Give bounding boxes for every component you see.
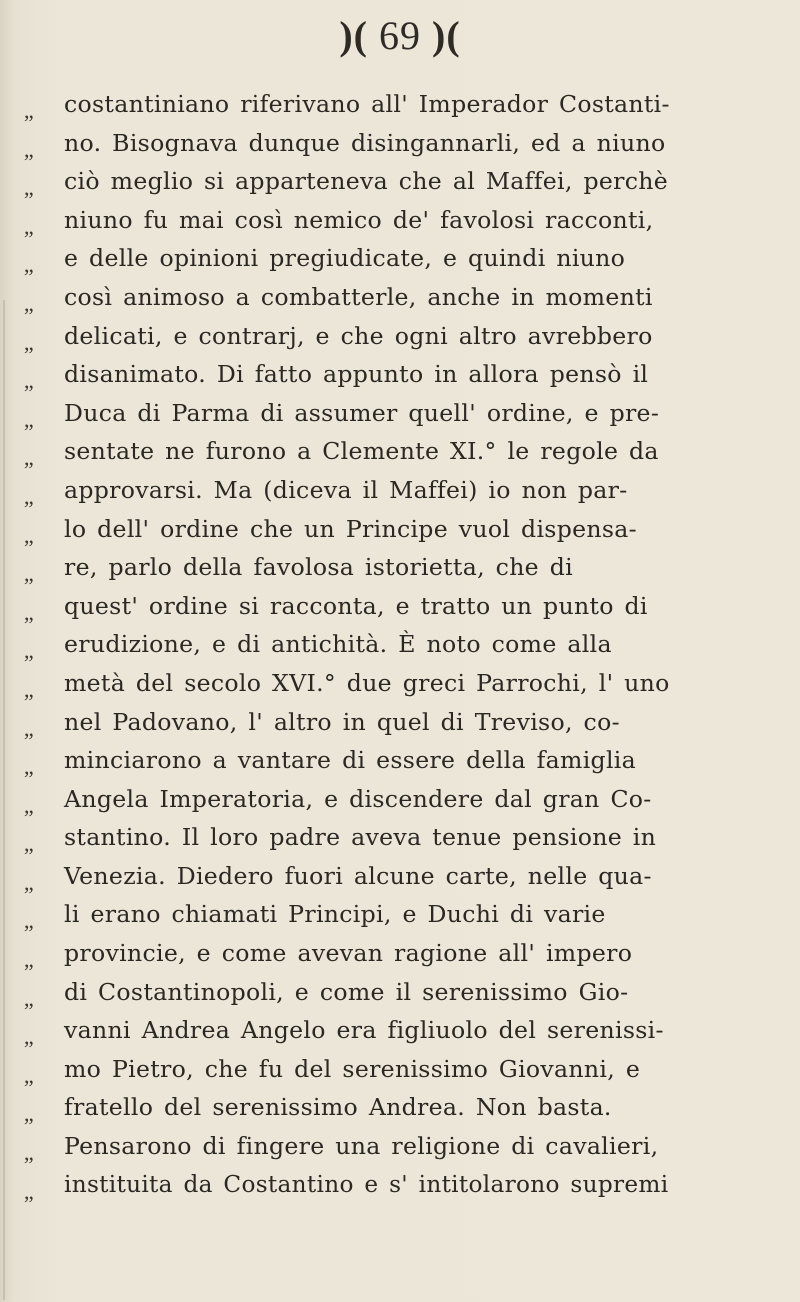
header-ornament-left: )( [339, 13, 368, 58]
text-line [0, 592, 800, 631]
line-text: Angela Imperatoria, e discendere dal gran Co- [64, 784, 652, 813]
line-text: re, parlo della favolosa istorietta, che di [64, 553, 573, 582]
text-line [0, 746, 800, 785]
line-text: delicati, e contrarj, e che ogni altro avrebbero [64, 321, 653, 350]
quote-mark: ,, [24, 136, 33, 162]
text-line [0, 978, 800, 1017]
line-text: e delle opinioni pregiudicate, e quindi niuno [64, 244, 626, 273]
quote-mark: ,, [24, 368, 33, 394]
quote-mark: ,, [24, 1024, 33, 1050]
line-text: erudizione, e di antichità. È noto come alla [64, 630, 612, 659]
line-text: instituita da Costantino e s' intitolarono supremi [64, 1170, 669, 1198]
line-text: di Costantinopoli, e come il serenissimo Gio- [64, 977, 629, 1006]
quote-mark: ,, [24, 676, 33, 702]
line-text: Duca di Parma di assumer quell' ordine, e pre- [64, 398, 660, 427]
text-line [0, 283, 800, 322]
text-line [0, 399, 800, 438]
line-text: Venezia. Diedero fuori alcune carte, nelle qua- [64, 861, 652, 890]
quote-mark: ,, [24, 638, 33, 664]
line-text: no. Bisognava dunque disingannarli, ed a niuno [64, 128, 666, 157]
text-line [0, 206, 800, 245]
line-text: nel Padovano, l' altro in quel di Treviso, co- [64, 707, 620, 736]
quote-mark: ,, [24, 406, 33, 432]
text-line [0, 1132, 800, 1171]
quote-mark: ,, [24, 98, 33, 123]
line-text: metà del secolo XVI.° due greci Parrochi, l' uno [64, 668, 670, 697]
line-text: provincie, e come avevan ragione all' impero [64, 939, 633, 968]
text-line [0, 939, 800, 978]
quote-mark: ,, [24, 908, 33, 934]
text-line [0, 1016, 800, 1055]
text-line [0, 515, 800, 554]
line-text: disanimato. Di fatto appunto in allora pensò il [64, 360, 649, 389]
text-line [0, 900, 800, 939]
quote-mark: ,, [24, 561, 33, 587]
quote-mark: ,, [24, 831, 33, 857]
text-line [0, 708, 800, 747]
text-line [0, 322, 800, 361]
quote-mark: ,, [24, 1062, 33, 1088]
page-number: 69 [379, 13, 421, 58]
page-header [0, 12, 800, 59]
quote-mark: ,, [24, 290, 33, 316]
text-line [0, 823, 800, 862]
quote-mark: ,, [24, 715, 33, 741]
quote-mark: ,, [24, 1140, 33, 1166]
quote-mark: ,, [24, 1101, 33, 1127]
text-line [0, 129, 800, 168]
line-text: sentate ne furono a Clemente XI.° le regole da [64, 437, 659, 466]
quote-mark: ,, [24, 985, 33, 1011]
line-text: mo Pietro, che fu del serenissimo Giovanni, e [64, 1054, 641, 1083]
text-line [0, 1093, 800, 1132]
text-line [0, 669, 800, 708]
quote-mark: ,, [24, 329, 33, 355]
quote-mark: ,, [24, 754, 33, 780]
header-ornament-right: )( [432, 13, 461, 58]
line-text: ciò meglio si apparteneva che al Maffei, perchè [64, 167, 668, 196]
line-text: stantino. Il loro padre aveva tenue pensione in [64, 823, 657, 852]
text-line [0, 476, 800, 515]
line-text: costantiniano riferivano all' Imperador Costanti- [64, 90, 670, 118]
line-text: lo dell' ordine che un Principe vuol dispensa- [64, 514, 637, 543]
quote-mark: ,, [24, 252, 33, 278]
line-text: fratello del serenissimo Andrea. Non basta. [64, 1093, 612, 1122]
text-line [0, 244, 800, 283]
text-line [0, 862, 800, 901]
quote-mark: ,, [24, 213, 33, 239]
line-text: così animoso a combatterle, anche in momenti [64, 282, 653, 311]
quote-mark: ,, [24, 522, 33, 548]
text-line [0, 437, 800, 476]
line-text: approvarsi. Ma (diceva il Maffei) io non par- [64, 475, 628, 504]
line-text: li erano chiamati Principi, e Duchi di varie [64, 900, 606, 929]
quote-mark: ,, [24, 175, 33, 201]
text-line [0, 90, 800, 129]
quote-mark: ,, [24, 792, 33, 818]
text-line [0, 1171, 800, 1210]
quote-mark: ,, [24, 869, 33, 895]
text-line [0, 360, 800, 399]
text-line [0, 167, 800, 206]
text-line [0, 553, 800, 592]
line-text: niuno fu mai così nemico de' favolosi racconti, [64, 205, 654, 234]
line-text: minciarono a vantare di essere della famiglia [64, 746, 637, 775]
quote-mark: ,, [24, 445, 33, 471]
line-text: quest' ordine si racconta, e tratto un punto di [64, 591, 648, 620]
quote-mark: ,, [24, 1178, 33, 1204]
line-text: Pensarono di fingere una religione di cavalieri, [64, 1132, 659, 1161]
quote-mark: ,, [24, 483, 33, 509]
text-line [0, 1055, 800, 1094]
line-text: vanni Andrea Angelo era figliuolo del serenissi- [64, 1016, 664, 1045]
quote-mark: ,, [24, 947, 33, 973]
text-line [0, 785, 800, 824]
text-line [0, 630, 800, 669]
text-body [0, 90, 800, 1209]
quote-mark: ,, [24, 599, 33, 625]
